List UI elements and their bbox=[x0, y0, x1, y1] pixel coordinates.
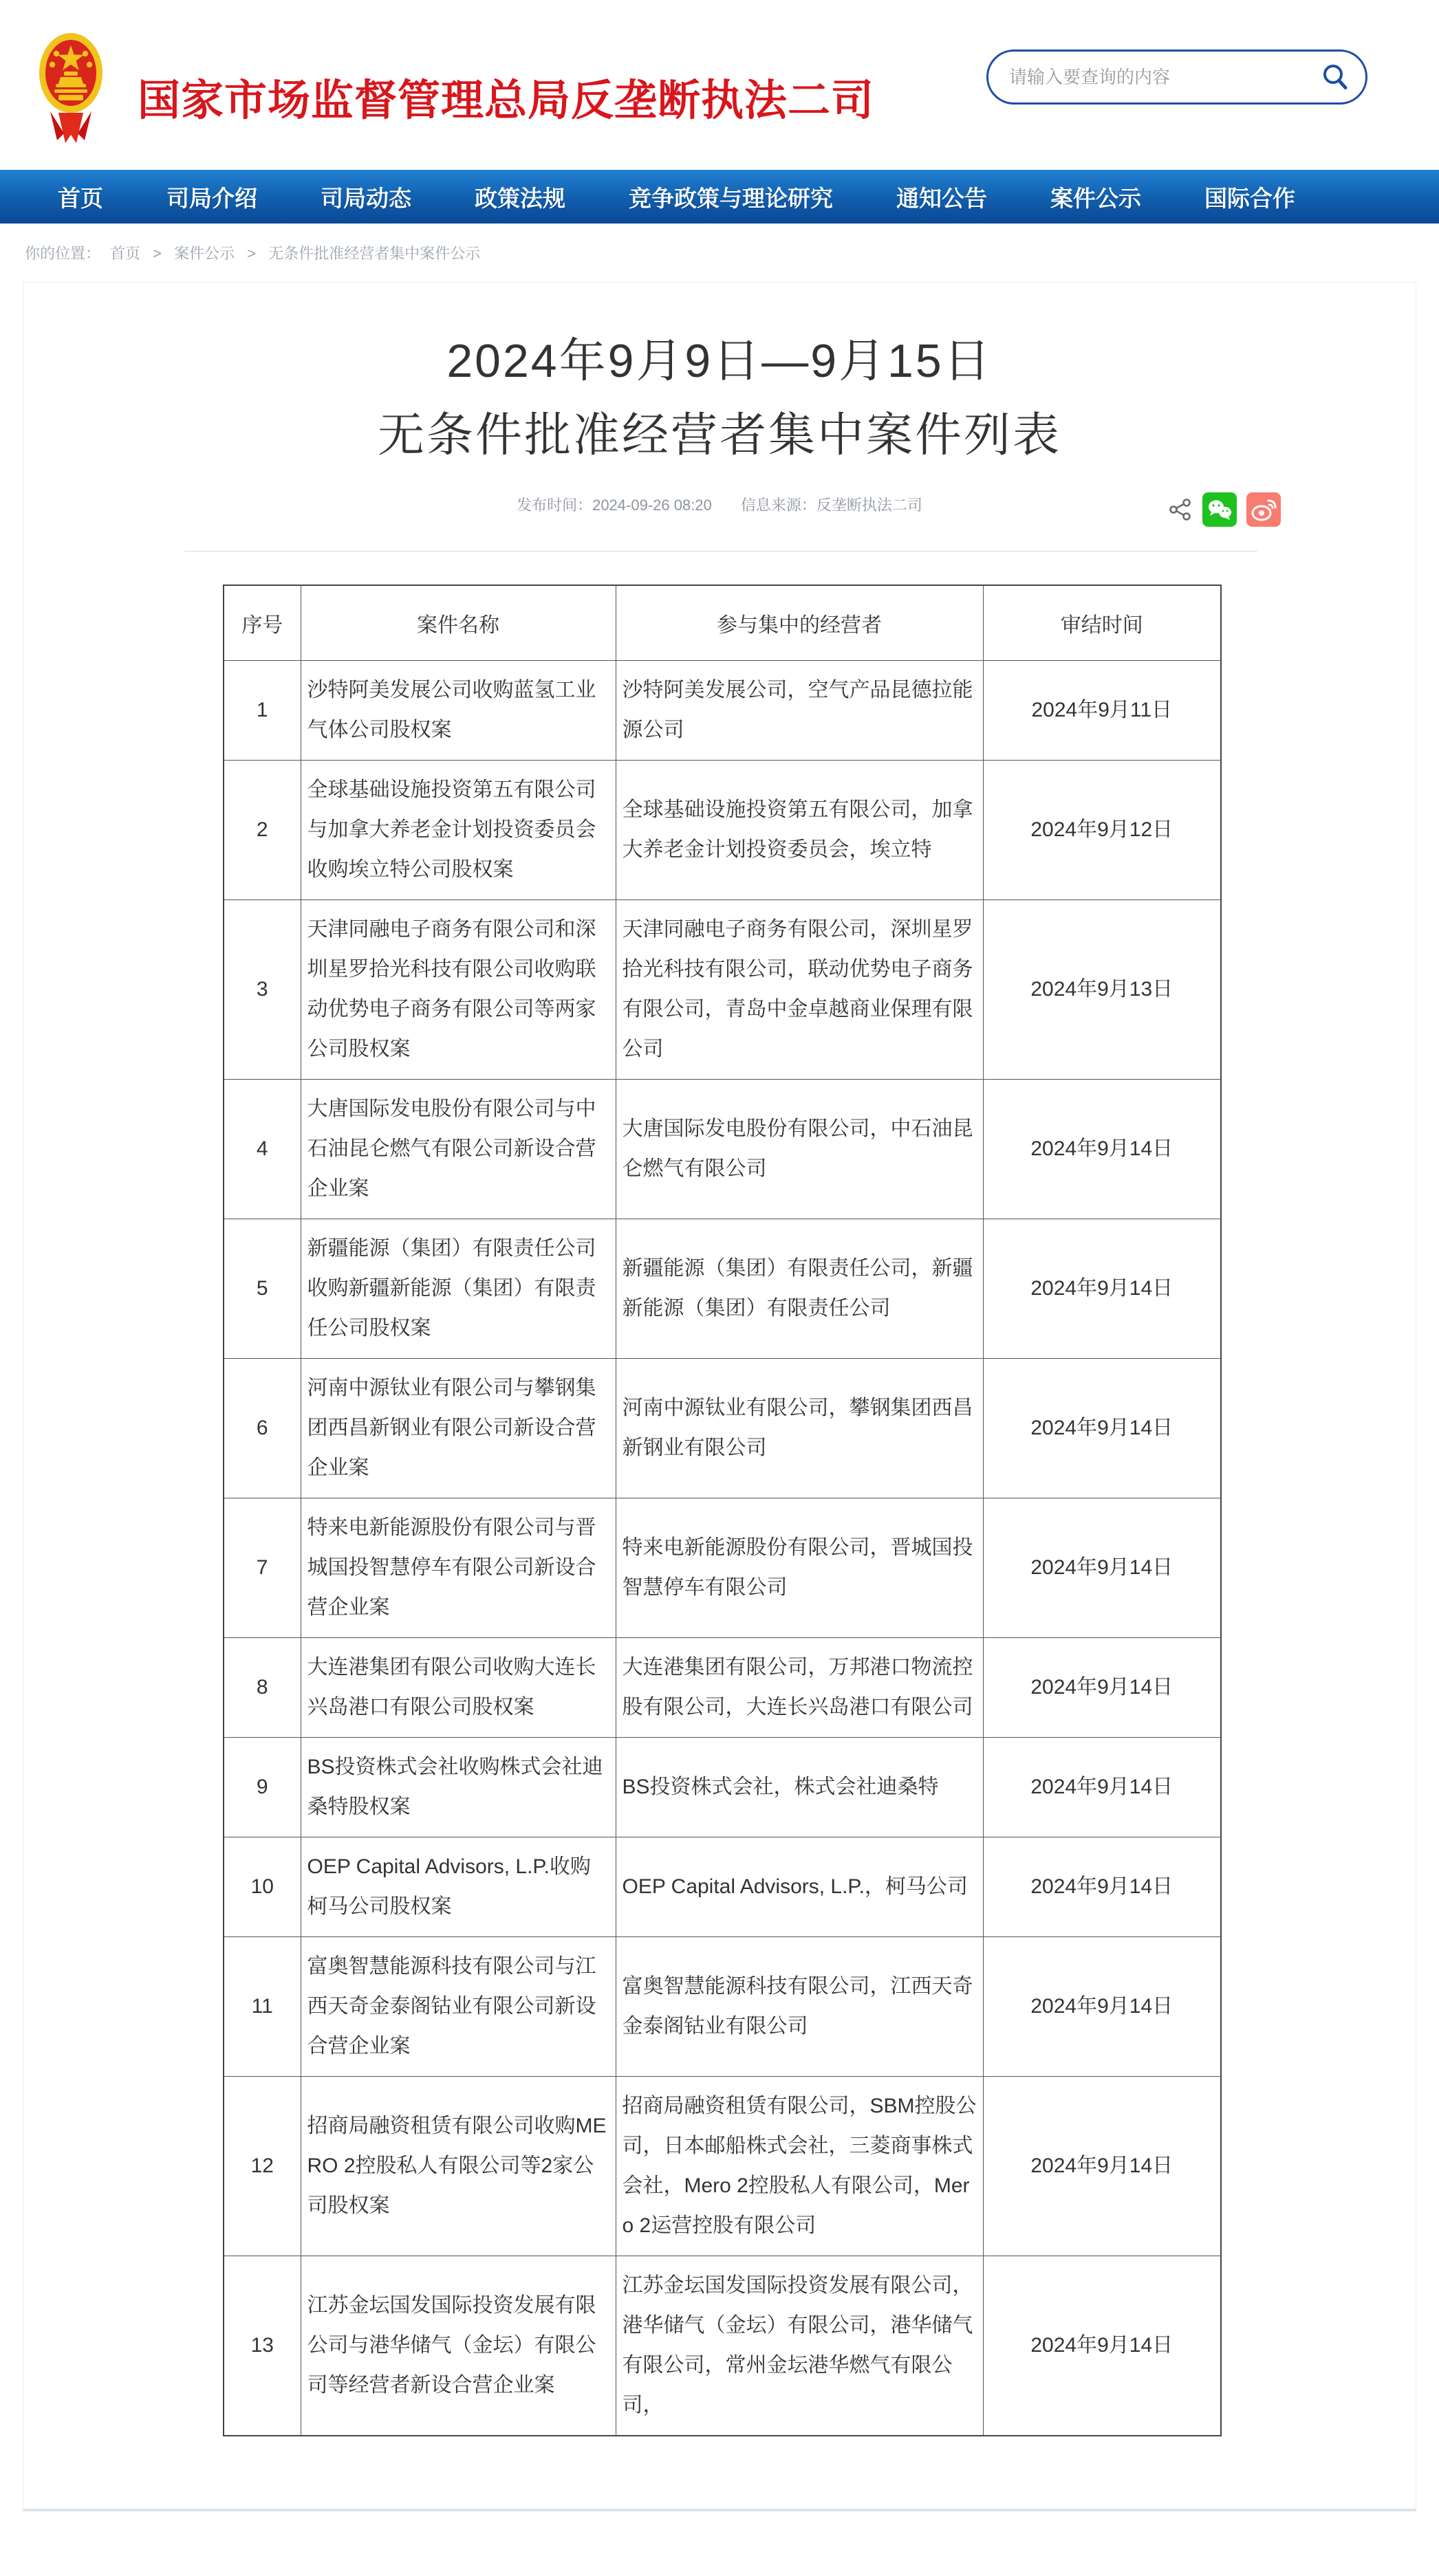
site-header bbox=[0, 0, 1439, 170]
cell-name: 沙特阿美发展公司收购蓝氢工业气体公司股权案 bbox=[301, 661, 616, 761]
cell-no: 10 bbox=[224, 1837, 301, 1937]
cell-date: 2024年9月14日 bbox=[983, 1638, 1221, 1738]
cell-no: 9 bbox=[224, 1738, 301, 1837]
cell-date: 2024年9月14日 bbox=[983, 1937, 1221, 2077]
table-row bbox=[224, 2256, 1221, 2436]
nav-item[interactable]: 竞争政策与理论研究 bbox=[629, 185, 833, 211]
cell-date: 2024年9月14日 bbox=[983, 1738, 1221, 1837]
nav-item[interactable]: 政策法规 bbox=[475, 185, 565, 211]
table-row bbox=[224, 1937, 1221, 2077]
cell-parties: 大连港集团有限公司，万邦港口物流控股有限公司，大连长兴岛港口有限公司 bbox=[616, 1638, 983, 1738]
wechat-share-icon[interactable] bbox=[1202, 492, 1237, 527]
article-meta bbox=[23, 492, 1416, 527]
cell-parties: 天津同融电子商务有限公司，深圳星罗拾光科技有限公司，联动优势电子商务有限公司，青岛中金卓越商业保理有限公司 bbox=[616, 900, 983, 1080]
cell-parties: 富奥智慧能源科技有限公司，江西天奇金泰阁钴业有限公司 bbox=[616, 1937, 983, 2077]
national-emblem-logo bbox=[38, 30, 104, 146]
breadcrumb-label: 你的位置： bbox=[25, 245, 101, 262]
cell-date: 2024年9月14日 bbox=[983, 1837, 1221, 1937]
cell-parties: 招商局融资租赁有限公司，SBM控股公司，日本邮船株式会社，三菱商事株式会社，Mero 2控股私人有限公司，Mero 2运营控股有限公司 bbox=[616, 2077, 983, 2256]
breadcrumb-items bbox=[110, 242, 480, 263]
cell-name: 全球基础设施投资第五有限公司与加拿大养老金计划投资委员会收购埃立特公司股权案 bbox=[301, 761, 616, 900]
cell-parties: OEP Capital Advisors, L.P.，柯马公司 bbox=[616, 1837, 983, 1937]
cell-date: 2024年9月14日 bbox=[983, 1498, 1221, 1638]
breadcrumb-separator: > bbox=[247, 245, 257, 262]
breadcrumb-item[interactable]: 案件公示 bbox=[174, 245, 235, 262]
col-header-parties: 参与集中的经营者 bbox=[616, 585, 983, 661]
table-row bbox=[224, 1219, 1221, 1359]
breadcrumb-separator: > bbox=[153, 245, 162, 262]
breadcrumb-item[interactable]: 首页 bbox=[110, 245, 141, 262]
cell-parties: 特来电新能源股份有限公司，晋城国投智慧停车有限公司 bbox=[616, 1498, 983, 1638]
publish-time: 发布时间：2024-09-26 08:20 bbox=[517, 496, 712, 514]
search-input[interactable] bbox=[1009, 67, 1320, 88]
nav-item[interactable]: 通知公告 bbox=[896, 185, 987, 211]
cell-date: 2024年9月12日 bbox=[983, 761, 1221, 900]
cell-date: 2024年9月14日 bbox=[983, 2077, 1221, 2256]
col-header-name: 案件名称 bbox=[301, 585, 616, 661]
cell-name: 江苏金坛国发国际投资发展有限公司与港华储气（金坛）有限公司等经营者新设合营企业案 bbox=[301, 2256, 616, 2436]
main-nav bbox=[0, 170, 1439, 223]
info-source: 信息来源：反垄断执法二司 bbox=[740, 496, 922, 514]
cell-no: 12 bbox=[224, 2077, 301, 2256]
weibo-share-icon[interactable] bbox=[1246, 492, 1281, 527]
cell-date: 2024年9月14日 bbox=[983, 2256, 1221, 2436]
cell-date: 2024年9月14日 bbox=[983, 1080, 1221, 1219]
cell-name: 天津同融电子商务有限公司和深圳星罗拾光科技有限公司收购联动优势电子商务有限公司等两家公司股权案 bbox=[301, 900, 616, 1080]
cell-date: 2024年9月14日 bbox=[983, 1219, 1221, 1359]
table-row bbox=[224, 1837, 1221, 1937]
nav-item[interactable]: 国际合作 bbox=[1204, 185, 1295, 211]
page-title bbox=[23, 324, 1416, 472]
table-row bbox=[224, 1638, 1221, 1738]
cell-no: 11 bbox=[224, 1937, 301, 2077]
cell-parties: 江苏金坛国发国际投资发展有限公司，港华储气（金坛）有限公司，港华储气有限公司，常州金坛港华燃气有限公司， bbox=[616, 2256, 983, 2436]
table-row bbox=[224, 1738, 1221, 1837]
cell-name: BS投资株式会社收购株式会社迪桑特股权案 bbox=[301, 1738, 616, 1837]
site-title: 国家市场监督管理总局反垄断执法二司 bbox=[138, 77, 875, 124]
table-row bbox=[224, 1498, 1221, 1638]
cell-no: 5 bbox=[224, 1219, 301, 1359]
cell-date: 2024年9月14日 bbox=[983, 1359, 1221, 1498]
nav-item[interactable]: 首页 bbox=[58, 185, 103, 211]
table-row bbox=[224, 1359, 1221, 1498]
nav-item[interactable]: 案件公示 bbox=[1050, 185, 1141, 211]
table-row bbox=[224, 761, 1221, 900]
breadcrumb bbox=[0, 223, 1439, 282]
cell-name: 新疆能源（集团）有限责任公司收购新疆新能源（集团）有限责任公司股权案 bbox=[301, 1219, 616, 1359]
cell-parties: 大唐国际发电股份有限公司，中石油昆仑燃气有限公司 bbox=[616, 1080, 983, 1219]
cell-name: 大连港集团有限公司收购大连长兴岛港口有限公司股权案 bbox=[301, 1638, 616, 1738]
nav-item[interactable]: 司局介绍 bbox=[166, 185, 257, 211]
cell-no: 13 bbox=[224, 2256, 301, 2436]
page-title-line2: 无条件批准经营者集中案件列表 bbox=[377, 409, 1061, 461]
cell-no: 3 bbox=[224, 900, 301, 1080]
cell-no: 7 bbox=[224, 1498, 301, 1638]
cell-no: 4 bbox=[224, 1080, 301, 1219]
search-icon bbox=[1320, 62, 1350, 92]
cell-date: 2024年9月13日 bbox=[983, 900, 1221, 1080]
cell-name: 河南中源钛业有限公司与攀钢集团西昌新钢业有限公司新设合营企业案 bbox=[301, 1359, 616, 1498]
table-header-row bbox=[224, 585, 1221, 661]
search-button[interactable] bbox=[1320, 62, 1350, 92]
cell-parties: BS投资株式会社，株式会社迪桑特 bbox=[616, 1738, 983, 1837]
cell-name: 大唐国际发电股份有限公司与中石油昆仑燃气有限公司新设合营企业案 bbox=[301, 1080, 616, 1219]
table-row bbox=[224, 1080, 1221, 1219]
cell-date: 2024年9月11日 bbox=[983, 661, 1221, 761]
cell-name: OEP Capital Advisors, L.P.收购柯马公司股权案 bbox=[301, 1837, 616, 1937]
search-box bbox=[986, 50, 1367, 105]
cell-parties: 新疆能源（集团）有限责任公司，新疆新能源（集团）有限责任公司 bbox=[616, 1219, 983, 1359]
cell-parties: 河南中源钛业有限公司，攀钢集团西昌新钢业有限公司 bbox=[616, 1359, 983, 1498]
article-card bbox=[23, 282, 1416, 2511]
col-header-date: 审结时间 bbox=[983, 585, 1221, 661]
table-row bbox=[224, 2077, 1221, 2256]
share-icon[interactable] bbox=[1168, 497, 1193, 522]
cell-no: 6 bbox=[224, 1359, 301, 1498]
page-title-line1: 2024年9月9日—9月15日 bbox=[446, 335, 993, 387]
cell-name: 特来电新能源股份有限公司与晋城国投智慧停车有限公司新设合营企业案 bbox=[301, 1498, 616, 1638]
cell-parties: 沙特阿美发展公司，空气产品昆德拉能源公司 bbox=[616, 661, 983, 761]
cell-name: 招商局融资租赁有限公司收购MERO 2控股私人有限公司等2家公司股权案 bbox=[301, 2077, 616, 2256]
cell-name: 富奥智慧能源科技有限公司与江西天奇金泰阁钴业有限公司新设合营企业案 bbox=[301, 1937, 616, 2077]
table-row bbox=[224, 661, 1221, 761]
table-row bbox=[224, 900, 1221, 1080]
breadcrumb-item[interactable]: 无条件批准经营者集中案件公示 bbox=[268, 245, 481, 262]
content-divider bbox=[184, 551, 1257, 552]
col-header-no: 序号 bbox=[224, 585, 301, 661]
cell-no: 1 bbox=[224, 661, 301, 761]
case-table bbox=[223, 585, 1222, 2436]
cell-parties: 全球基础设施投资第五有限公司，加拿大养老金计划投资委员会，埃立特 bbox=[616, 761, 983, 900]
cell-no: 2 bbox=[224, 761, 301, 900]
nav-item[interactable]: 司局动态 bbox=[321, 185, 411, 211]
share-bar bbox=[1168, 492, 1281, 527]
cell-no: 8 bbox=[224, 1638, 301, 1738]
